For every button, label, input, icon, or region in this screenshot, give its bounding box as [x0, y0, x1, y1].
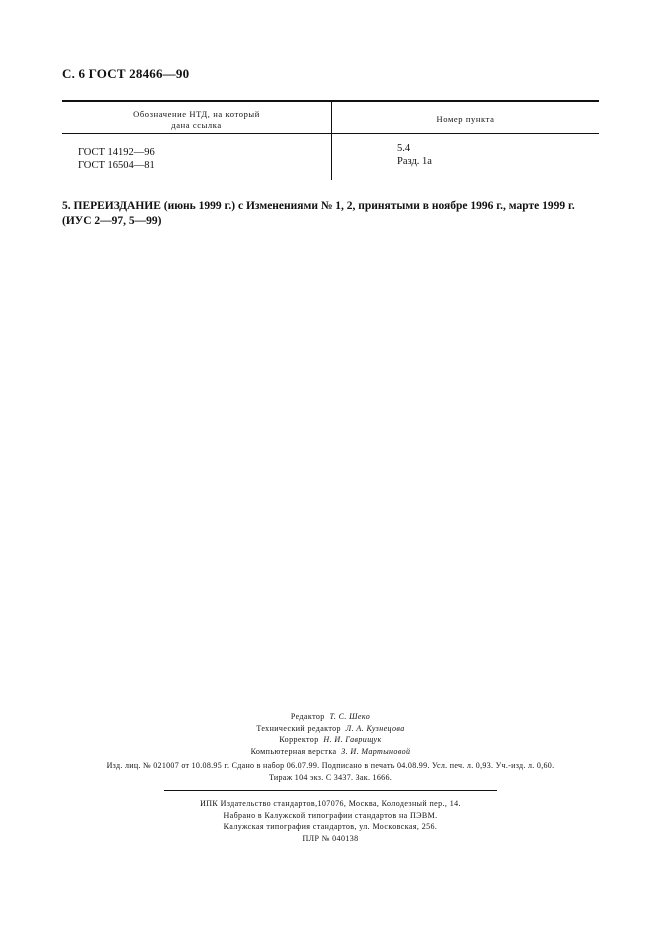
- table-header-item-number: Номер пункта: [436, 114, 495, 124]
- page-header: С. 6 ГОСТ 28466—90: [62, 66, 190, 81]
- imprint-line: Калужская типография стандартов, ул. Московская, 256.: [223, 822, 438, 831]
- table-cell-doc: ГОСТ 14192—96: [78, 147, 155, 158]
- imprint-line: ПЛР № 040138: [302, 833, 359, 843]
- credit-line: [0, 734, 661, 746]
- imprint-line: ИПК Издательство стандартов,107076, Москва, Колодезный пер., 14.: [200, 799, 461, 808]
- credit-role: Компьютерная верстка: [250, 746, 337, 756]
- publication-line: Изд. лиц. № 021007 от 10.08.95 г. Сдано в набор 06.07.99. Подписано в печать 04.08.99. Усл. печ. л. 0,93. Уч.-изд. л. 0,60.: [106, 761, 555, 770]
- editorial-credits: [0, 711, 661, 757]
- publication-line: Тираж 104 экз. С 3437. Зак. 1666.: [268, 772, 393, 782]
- table-cell-item: 5.4: [397, 143, 411, 154]
- credit-name: Л. А. Кузнецова: [345, 723, 405, 733]
- publication-info: [0, 760, 661, 783]
- imprint-line: Набрано в Калужской типографии стандартов на ПЭВМ.: [223, 810, 438, 820]
- credit-name: Т. С. Шеко: [329, 712, 371, 721]
- imprint-divider: [164, 790, 497, 791]
- credit-role: Редактор: [290, 712, 325, 721]
- table-header-document: Обозначение НТД, на который дана ссылка: [133, 109, 260, 130]
- credit-line: [0, 746, 661, 758]
- credit-role: Технический редактор: [256, 723, 341, 733]
- publisher-imprint: [0, 798, 661, 844]
- table-cell-item: Разд. 1а: [397, 156, 432, 167]
- credit-line: [0, 723, 661, 735]
- credit-line: [0, 711, 661, 723]
- table-cell-doc: ГОСТ 16504—81: [78, 160, 155, 171]
- credit-role: Корректор: [279, 735, 319, 744]
- table-column-items: [397, 142, 432, 168]
- credit-name: З. И. Мартыновой: [341, 746, 411, 756]
- table-column-documents: [78, 146, 155, 172]
- reference-table: [62, 100, 599, 180]
- credit-name: Н. И. Гаврищук: [323, 735, 382, 744]
- reissue-note: 5. ПЕРЕИЗДАНИЕ (июнь 1999 г.) с Изменениями № 1, 2, принятыми в ноябре 1996 г., марте 1999 г. (ИУС 2—97, 5—99): [62, 200, 575, 227]
